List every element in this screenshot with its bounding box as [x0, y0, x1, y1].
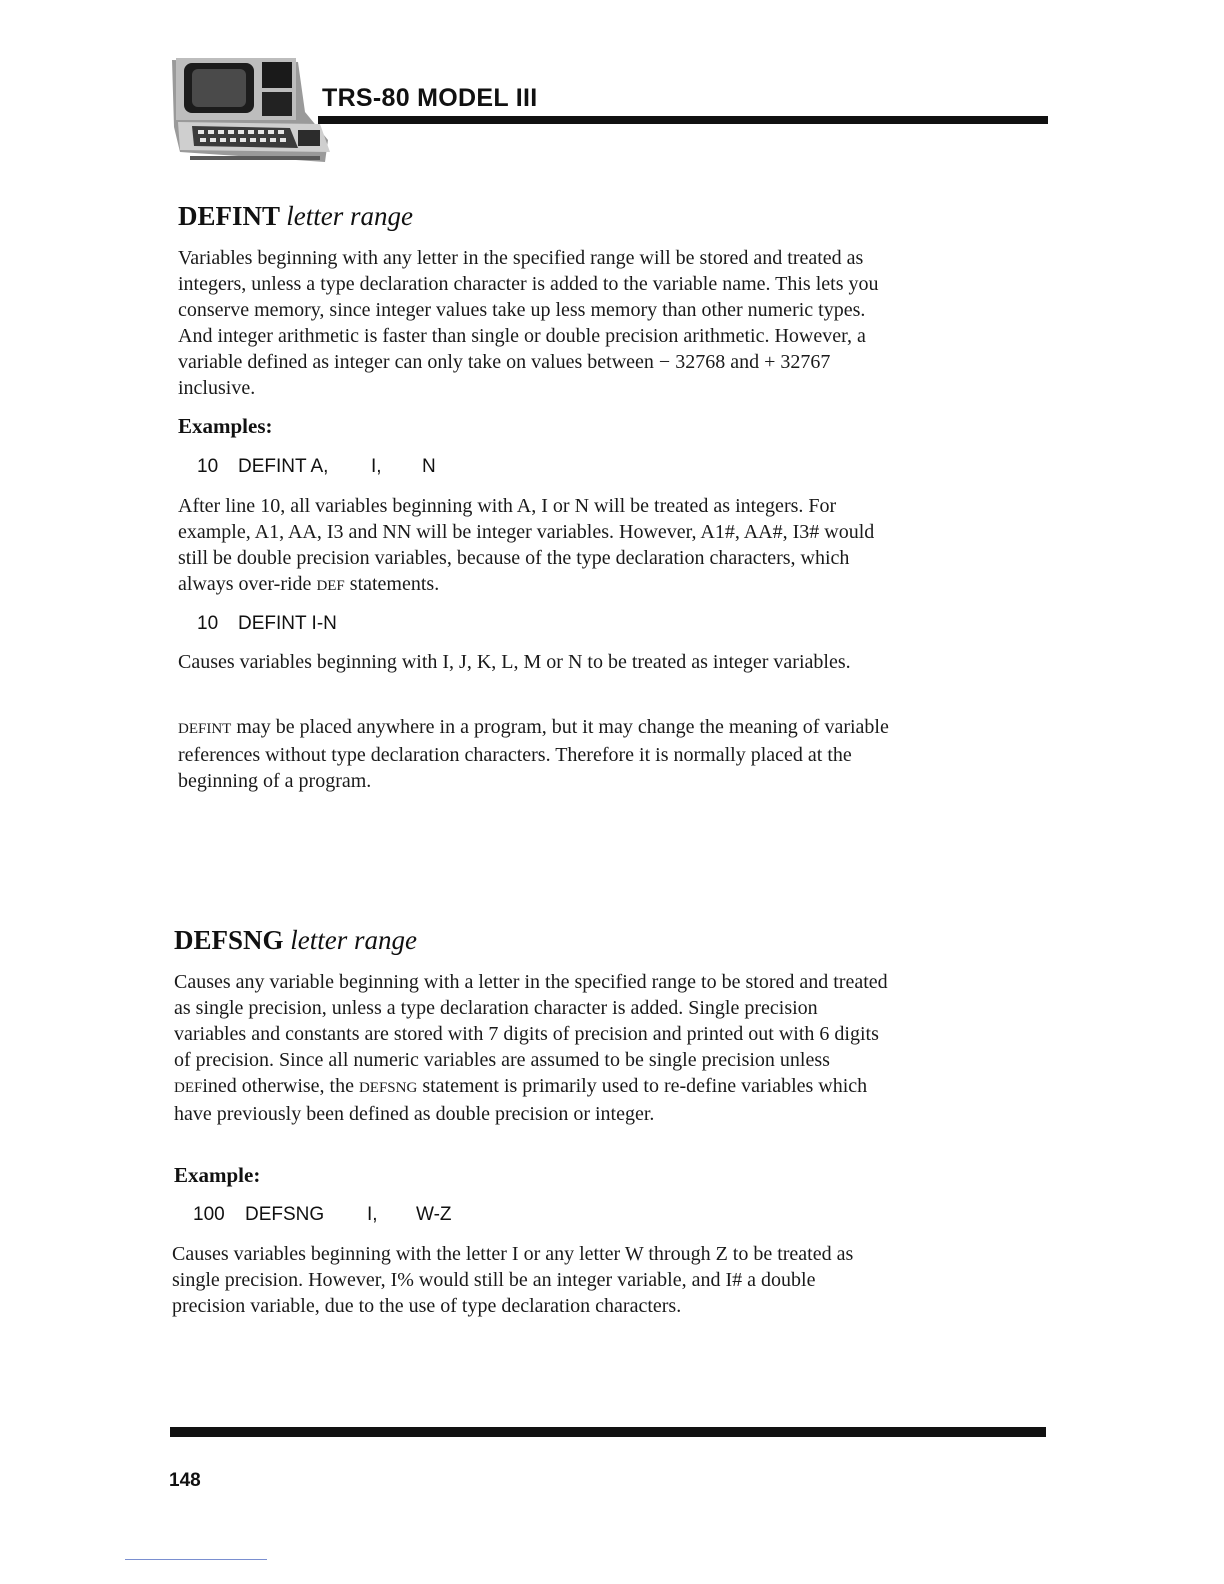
defsng-example-label: Example:	[174, 1163, 261, 1187]
header-title: TRS-80 MODEL III	[322, 84, 538, 112]
defint-example-1-statement: DEFINT A,	[238, 456, 329, 477]
page-header	[170, 52, 1050, 164]
defsng-example-arg2: I,	[367, 1204, 378, 1225]
defint-example-1-arg3: N	[422, 456, 436, 477]
defint-explanation-2: Causes variables beginning with I, J, K, L, M or N to be treated as integer variables.	[178, 651, 851, 673]
defint-argument: letter range	[286, 201, 414, 231]
trs80-computer-image	[170, 52, 335, 164]
page-number: 148	[169, 1470, 201, 1491]
defsng-explanation: Causes variables beginning with the letter I or any letter W through Z to be treated as single precision. However, I% would still be an integer variable, and I# a double precision variable, due to the use of type declaration characters.	[172, 1243, 854, 1317]
scan-artifact-line	[125, 1559, 267, 1560]
defsng-example-statement: DEFSNG	[245, 1204, 325, 1225]
defint-heading	[178, 201, 413, 232]
defsng-example-arg3: W-Z	[416, 1204, 452, 1225]
footer-rule	[170, 1427, 1046, 1437]
defsng-example-line: 100	[193, 1204, 225, 1225]
defsng-heading	[174, 925, 417, 956]
defint-examples-label: Examples:	[178, 414, 273, 438]
def-keyword: DEF	[316, 578, 345, 594]
defsng-keyword: DEFSNG	[358, 1080, 418, 1096]
defint-note: DEFINT may be placed anywhere in a program, but it may change the meaning of variable references without type declaration characters. Therefore it is normally placed at the beginning of a program.	[178, 716, 889, 792]
def-keyword: DEF	[174, 1080, 203, 1096]
header-rule	[318, 116, 1048, 124]
defsng-argument: letter range	[290, 925, 418, 955]
defint-keyword: DEFINT	[178, 721, 232, 737]
defint-explanation-1: After line 10, all variables beginning with A, I or N will be treated as integers. For example, A1, AA, I3 and NN will be integer variables. However, A1#, AA#, I3# would still be double precision variables, because of the type declaration characters, which always over-ride DEF statements.	[178, 495, 875, 595]
defint-example-2-line: 10	[197, 613, 219, 634]
defint-command: DEFINT	[178, 201, 280, 231]
defsng-intro: Causes any variable beginning with a letter in the specified range to be stored and treated as single precision, unless a type declaration character is added. Single precision variables and constants are stored with 7 digits of precision and printed out with 6 digits of precision. Since all numeric variables are assumed to be single precision unless DEFined otherwise, the DEFSNG statement is primarily used to re-define variables which have previously been defined as double precision or integer.	[174, 971, 888, 1125]
defint-example-1-line: 10	[197, 456, 219, 477]
defsng-command: DEFSNG	[174, 925, 284, 955]
defint-example-2-statement: DEFINT I-N	[238, 613, 337, 634]
defint-intro: Variables beginning with any letter in the specified range will be stored and treated as integers, unless a type declaration character is added to the variable name. This lets you conserve memory, since integer values take up less memory than other numeric types. And integer arithmetic is faster than single or double precision arithmetic. However, a variable defined as integer can only take on values between − 32768 and + 32767 inclusive.	[178, 247, 879, 399]
defint-example-1-arg2: I,	[371, 456, 382, 477]
